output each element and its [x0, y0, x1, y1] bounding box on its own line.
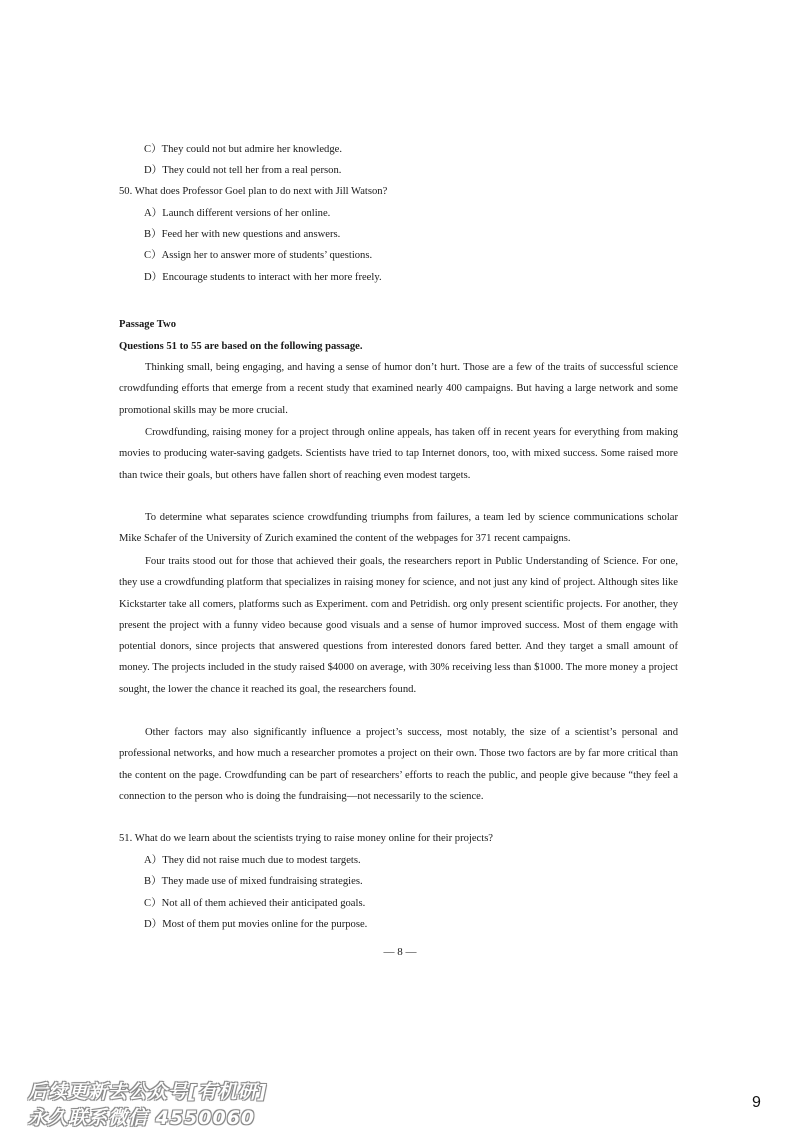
- page-number: — 8 —: [383, 946, 417, 958]
- q50-option-d: D）Encourage students to interact with her more freely.: [144, 272, 382, 283]
- watermark-line-1: 后续更新去公众号[有机研]: [28, 1081, 268, 1103]
- passage-title: Passage Two: [119, 319, 176, 330]
- q50-question: 50. What does Professor Goel plan to do next with Jill Watson?: [119, 186, 388, 197]
- watermark-line-2: 永久联系微信 4550060: [28, 1107, 256, 1129]
- q50-option-b: B）Feed her with new questions and answers.: [144, 229, 341, 240]
- q49-option-c: C）They could not but admire her knowledge.: [144, 144, 342, 155]
- q51-option-d: D）Most of them put movies online for the purpose.: [144, 919, 368, 930]
- q51-option-b: B）They made use of mixed fundraising strategies.: [144, 876, 363, 887]
- passage-paragraph-3: To determine what separates science crowdfunding triumphs from failures, a team led by science communications scholar Mike Schafer of the University of Zurich examined the content of the webpages for 371 recent campaigns.: [119, 512, 678, 545]
- q51-question: 51. What do we learn about the scientists trying to raise money online for their projects?: [119, 833, 494, 844]
- q49-option-d: D）They could not tell her from a real person.: [144, 165, 342, 176]
- q50-option-c: C）Assign her to answer more of students’ questions.: [144, 250, 373, 261]
- passage-paragraph-2: Crowdfunding, raising money for a project through online appeals, has taken off in recent years for everything from making movies to producing water-saving gadgets. Scientists have tried to tap Internet donors, too, with mixed success. Some raised more than twice their goals, but others have fallen short of reaching even modest targets.: [119, 427, 678, 481]
- q51-option-c: C）Not all of them achieved their anticipated goals.: [144, 898, 366, 909]
- passage-paragraph-1: Thinking small, being engaging, and having a sense of humor don’t hurt. Those are a few of the traits of successful science crowdfunding efforts that emerge from a recent study that examined nearly 400 campaigns. But having a large network and some promotional skills may be more crucial.: [119, 362, 678, 416]
- passage-paragraph-4: Four traits stood out for those that achieved their goals, the researchers report in Public Understanding of Science. For one, they use a crowdfunding platform that specializes in raising money for science, and not just any kind of project. Although sites like Kickstarter take all comers, platforms such as Experiment. com and Petridish. org only present scientific projects. For another, they present the project with a funny video because good visuals and a sense of humor improved success. Most of them engage with potential donors, since projects that answered questions from interested donors fared better. And they target a small amount of money. The projects included in the study raised $4000 on average, with 30% receiving less than $1000. The more money a project sought, the lower the chance it reached its goal, the researchers found.: [119, 556, 678, 695]
- passage-paragraph-5: Other factors may also significantly influence a project’s success, most notably, the size of a scientist’s personal and professional networks, and how much a researcher promotes a project on their own. Those two factors are by far more critical than the content on the page. Crowdfunding can be part of researchers’ efforts to reach the public, and people give because “they feel a connection to the person who is doing the fundraising—not necessarily to the science.: [119, 727, 678, 802]
- passage-instruction: Questions 51 to 55 are based on the following passage.: [119, 341, 363, 352]
- q50-option-a: A）Launch different versions of her online.: [144, 208, 331, 219]
- q51-option-a: A）They did not raise much due to modest targets.: [144, 855, 361, 866]
- sheet-number: 9: [752, 1094, 761, 1111]
